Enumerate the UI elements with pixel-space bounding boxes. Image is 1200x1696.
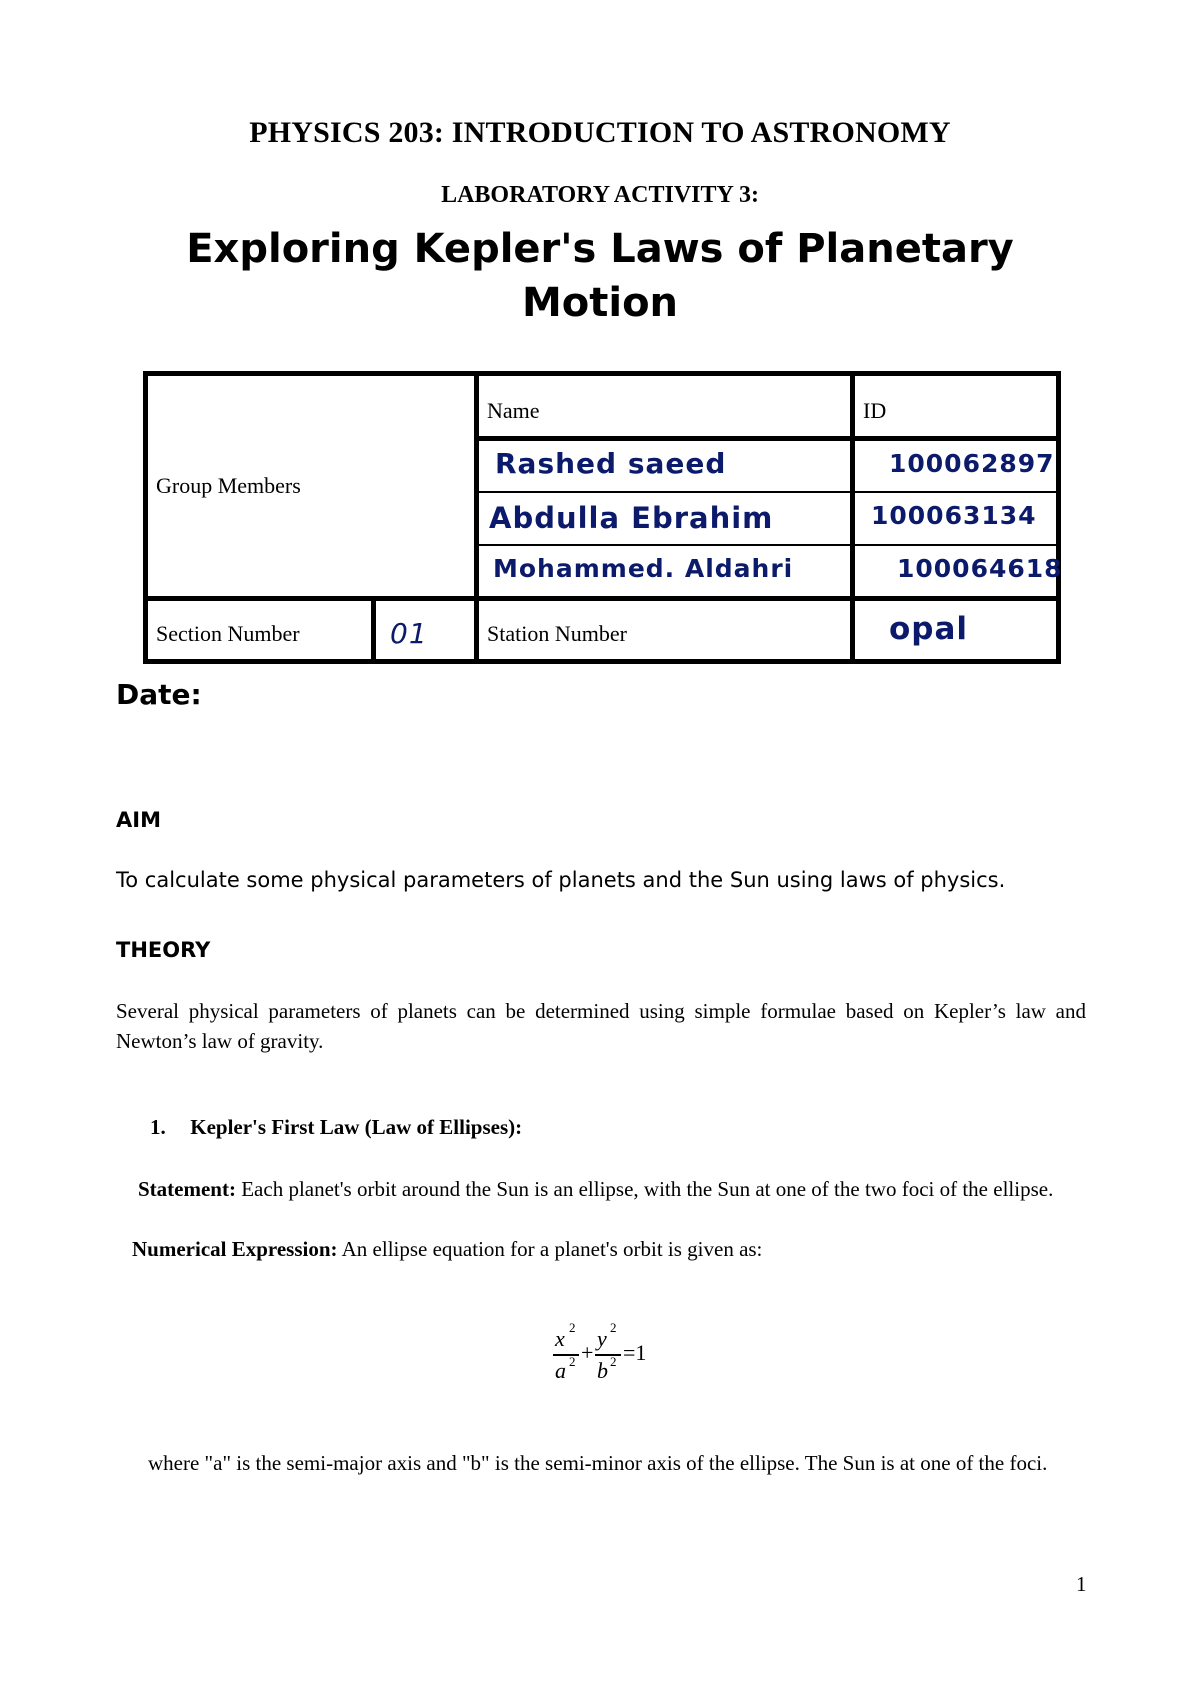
formula-exp: 2 [569, 1354, 576, 1369]
course-title: PHYSICS 203: INTRODUCTION TO ASTRONOMY [249, 116, 951, 149]
row-divider [855, 544, 1056, 546]
formula-exp: 2 [569, 1320, 576, 1335]
statement-label: Statement: [138, 1177, 236, 1201]
numexpr-text: An ellipse equation for a planet's orbit is given as: [337, 1237, 763, 1261]
lab-activity-title: LABORATORY ACTIVITY 3: [441, 182, 759, 208]
law1-where-text: where "a" is the semi-major axis and "b" is the semi-minor axis of the ellipse. The Sun is at one of the foci. [148, 1451, 1048, 1475]
station-number-label: Station Number [487, 621, 627, 646]
row-divider [855, 491, 1056, 493]
name-header: Name [487, 398, 540, 423]
row-divider [479, 544, 850, 546]
law1-numerical-expression [116, 1234, 1086, 1264]
group-members-label: Group Members [156, 473, 301, 498]
law1-number: 1. [150, 1115, 166, 1139]
formula-exp: 2 [610, 1320, 617, 1335]
numexpr-label: Numerical Expression: [132, 1237, 338, 1261]
member-id-3: 100064618 [897, 554, 1063, 583]
law1-heading [150, 1115, 522, 1140]
theory-text: Several physical parameters of planets can be determined using simple formulae based on Kepler’s law and Newton’s law of gravity. [116, 999, 1086, 1053]
station-number-value: opal [889, 611, 969, 647]
formula-plus: + [581, 1340, 594, 1365]
member-id-1: 100062897 [889, 449, 1055, 478]
law1-title: Kepler's First Law (Law of Ellipses): [190, 1115, 523, 1139]
main-title-line1: Exploring Kepler's Laws of Planetary [186, 226, 1014, 272]
page-number: 1 [1076, 1572, 1087, 1596]
member-name-1: Rashed saeed [495, 447, 727, 480]
id-header-cell [850, 371, 1061, 441]
station-value-cell [850, 596, 1061, 664]
section-number-label: Section Number [156, 621, 300, 646]
member-id-2: 100063134 [871, 501, 1037, 530]
ellipse-equation [545, 1318, 665, 1398]
row-divider [479, 491, 850, 493]
name-header-cell [474, 371, 855, 441]
aim-heading: AIM [116, 808, 161, 832]
group-table [143, 371, 1061, 664]
group-members-cell [143, 371, 479, 601]
formula-b: b [597, 1358, 608, 1383]
main-title-line2: Motion [521, 280, 679, 326]
section-label-cell [143, 596, 376, 664]
station-label-cell [474, 596, 855, 664]
formula-a: a [555, 1358, 566, 1383]
section-number-value: 01 [390, 617, 428, 650]
date-label: Date: [116, 678, 202, 711]
formula-equals: =1 [623, 1340, 647, 1365]
formula-exp: 2 [610, 1354, 617, 1369]
section-value-cell [371, 596, 479, 664]
id-header: ID [863, 398, 887, 423]
aim-text: To calculate some physical parameters of planets and the Sun using laws of physics. [116, 868, 1006, 892]
member-name-2: Abdulla Ebrahim [489, 501, 774, 535]
formula-x: x [555, 1326, 565, 1351]
main-title [100, 222, 1100, 330]
law1-statement [116, 1174, 1086, 1204]
theory-heading: THEORY [116, 938, 211, 962]
statement-text: Each planet's orbit around the Sun is an ellipse, with the Sun at one of the two foci of the ellipse. [235, 1177, 1054, 1201]
formula-y: y [597, 1326, 607, 1351]
member-name-3: Mohammed. Aldahri [493, 554, 794, 583]
fraction-bar [595, 1354, 621, 1356]
